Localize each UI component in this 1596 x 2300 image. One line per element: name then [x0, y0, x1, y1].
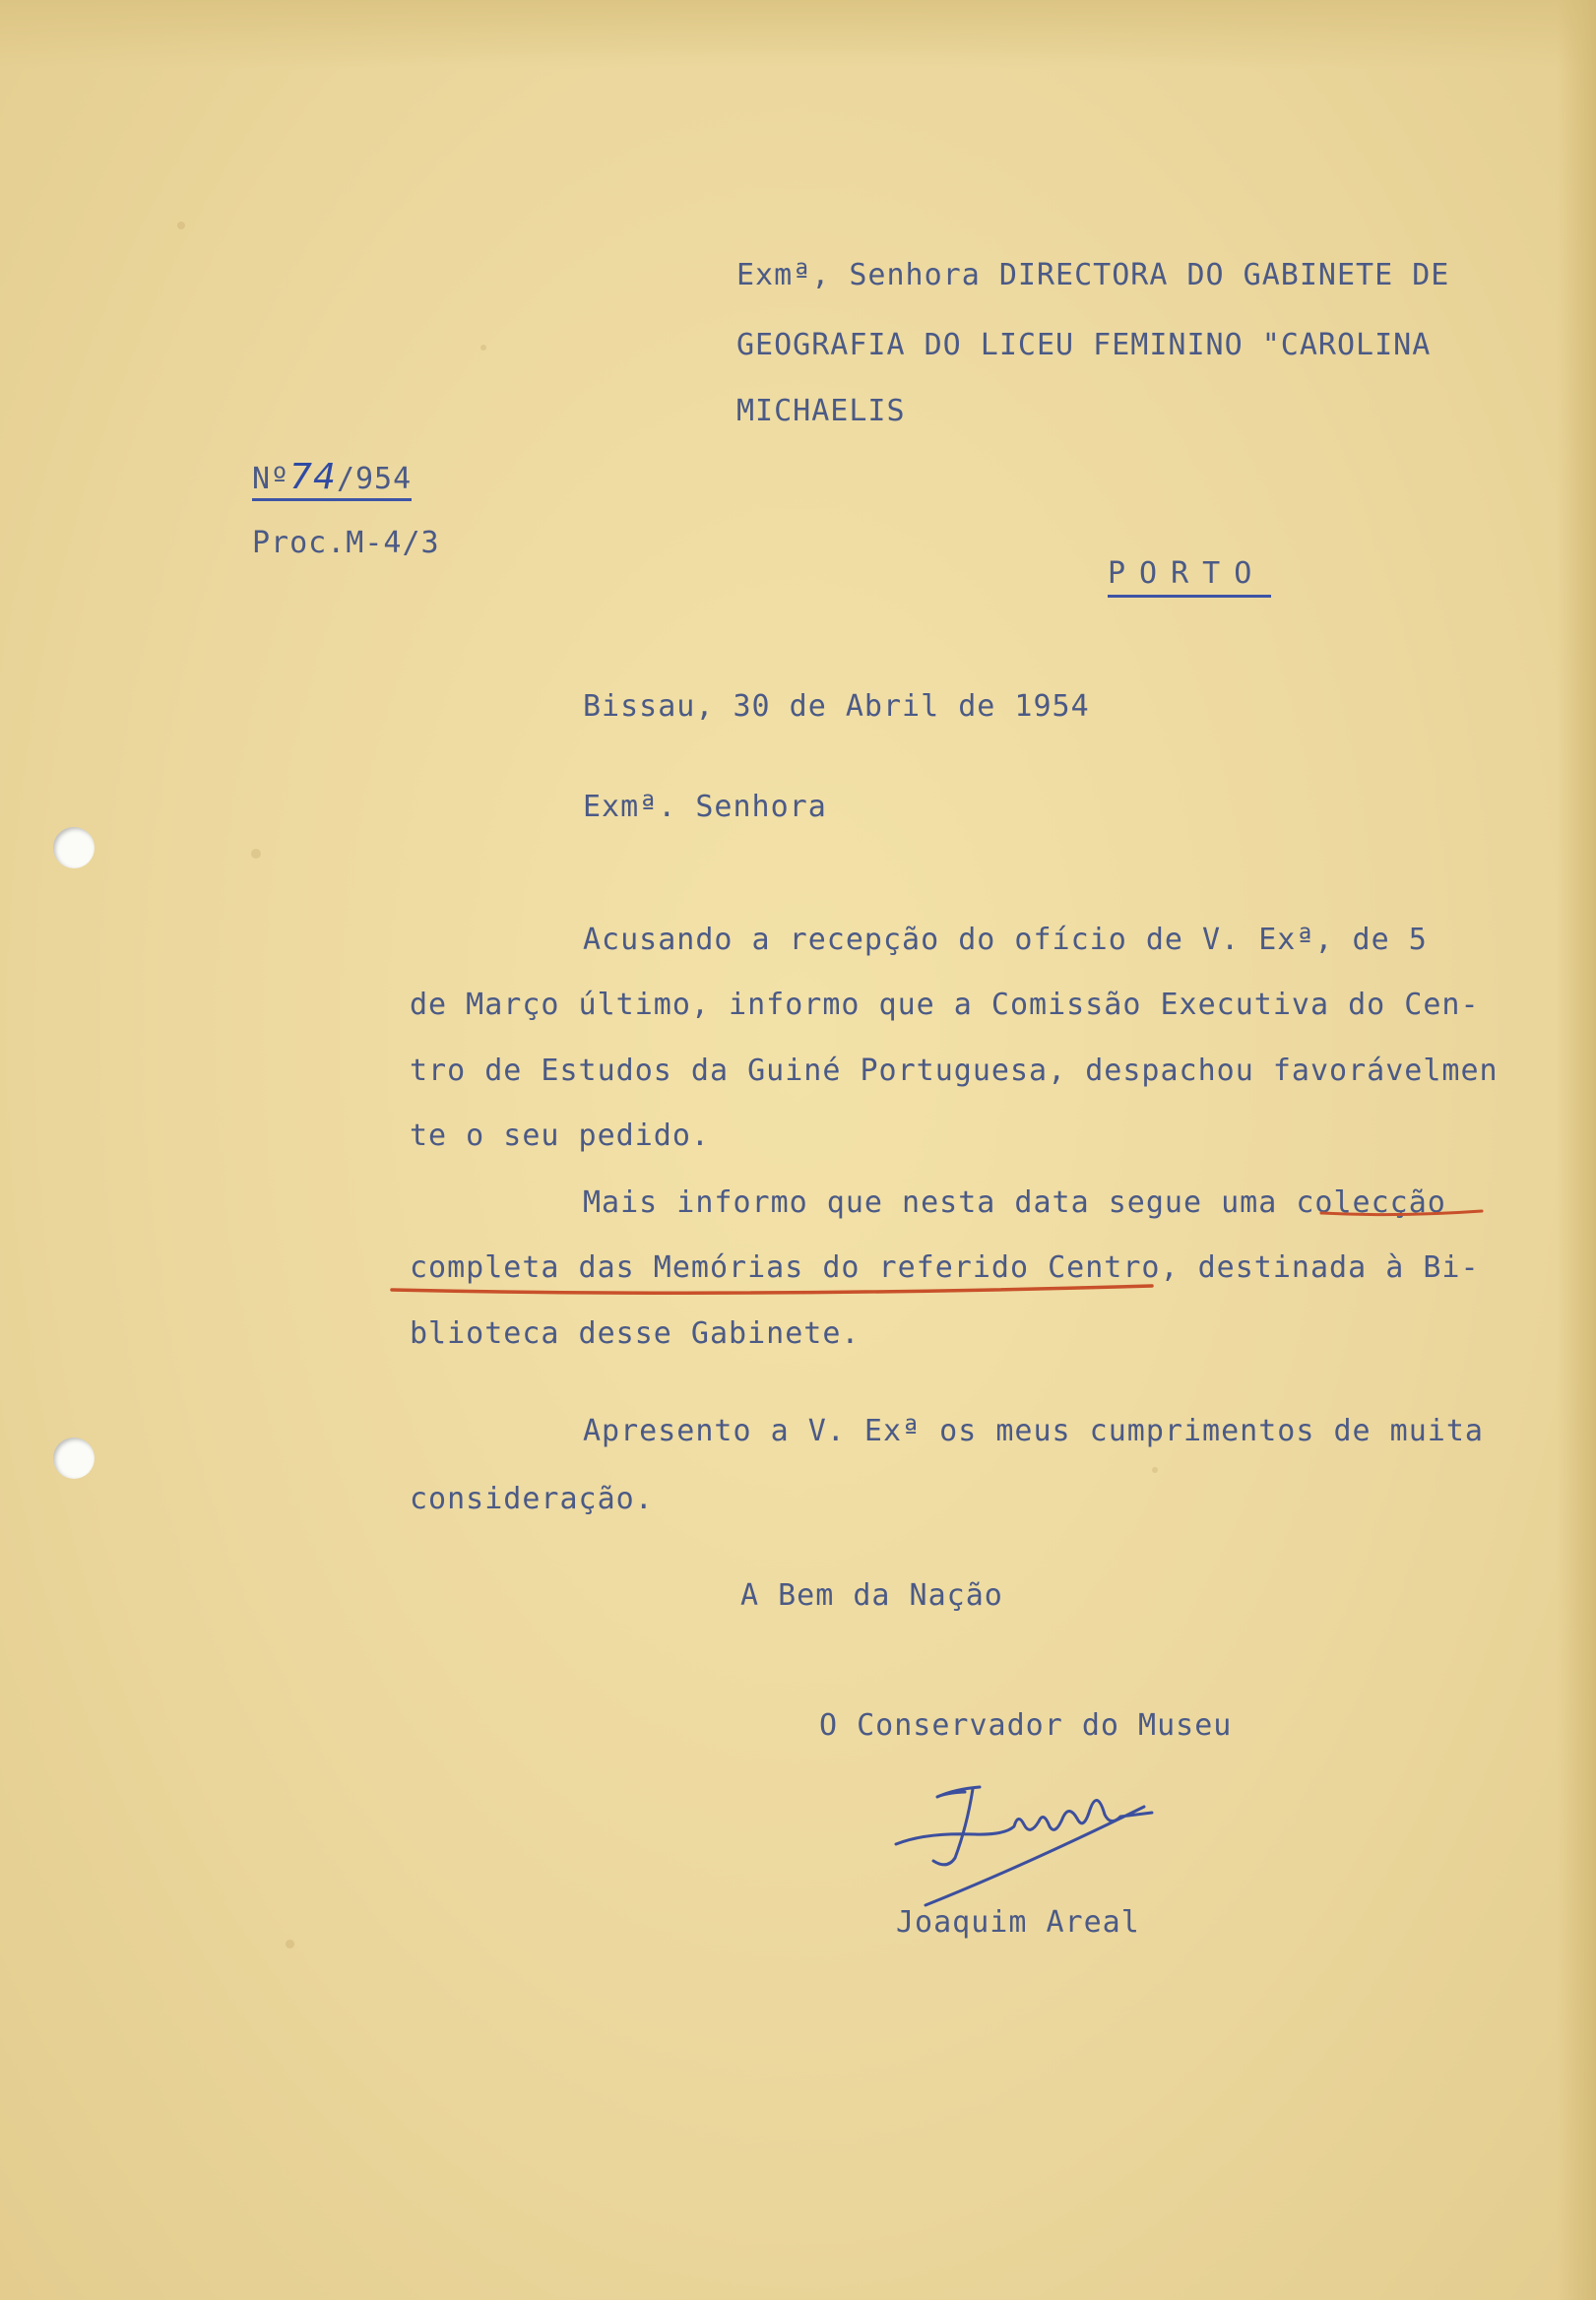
date-line: Bissau, 30 de Abril de 1954 [583, 689, 1090, 724]
stain-spot [251, 849, 261, 859]
reference-number [252, 457, 412, 497]
stain-spot [177, 222, 185, 229]
addressee-line: Exmª, Senhora DIRECTORA DO GABINETE DE [736, 258, 1450, 292]
signer-title: O Conservador do Museu [819, 1708, 1233, 1743]
closing-line: A Bem da Nação [740, 1578, 1003, 1613]
body-line: de Março último, informo que a Comissão Executiva do Cen- [410, 988, 1480, 1022]
body-line: Acusando a recepção do ofício de V. Exª, de 5 [583, 923, 1428, 957]
stain-spot [480, 345, 486, 351]
process-number: Proc.M-4/3 [252, 526, 440, 560]
stain-spot [1152, 1467, 1158, 1473]
addressee-city [1108, 556, 1271, 591]
signer-name: Joaquim Areal [896, 1905, 1140, 1940]
addressee-line: MICHAELIS [736, 394, 906, 428]
punch-hole [53, 827, 95, 868]
reference-prefix: Nº [252, 462, 290, 496]
punch-hole [53, 1438, 95, 1479]
handwritten-number: 74 [289, 457, 337, 497]
body-line: Apresento a V. Exª os meus cumprimentos de muita [583, 1414, 1484, 1448]
body-line: te o seu pedido. [410, 1118, 710, 1153]
paper-edge-shadow [0, 0, 1596, 69]
body-line: blioteca desse Gabinete. [410, 1316, 861, 1351]
body-line: consideração. [410, 1482, 654, 1516]
paper-edge-shadow [1557, 0, 1596, 2300]
body-line: Mais informo que nesta data segue uma colecção [583, 1185, 1446, 1220]
reference-year: /954 [336, 462, 413, 496]
body-line: completa das Memórias do referido Centro, destinada à Bi- [410, 1250, 1480, 1285]
city-label: PORTO [1108, 556, 1271, 598]
salutation: Exmª. Senhora [583, 790, 827, 824]
body-line: tro de Estudos da Guiné Portuguesa, despachou favorávelmen [410, 1054, 1499, 1088]
handwritten-signature [886, 1767, 1181, 1915]
addressee-line: GEOGRAFIA DO LICEU FEMININO "CAROLINA [736, 328, 1432, 362]
stain-spot [286, 1940, 294, 1949]
